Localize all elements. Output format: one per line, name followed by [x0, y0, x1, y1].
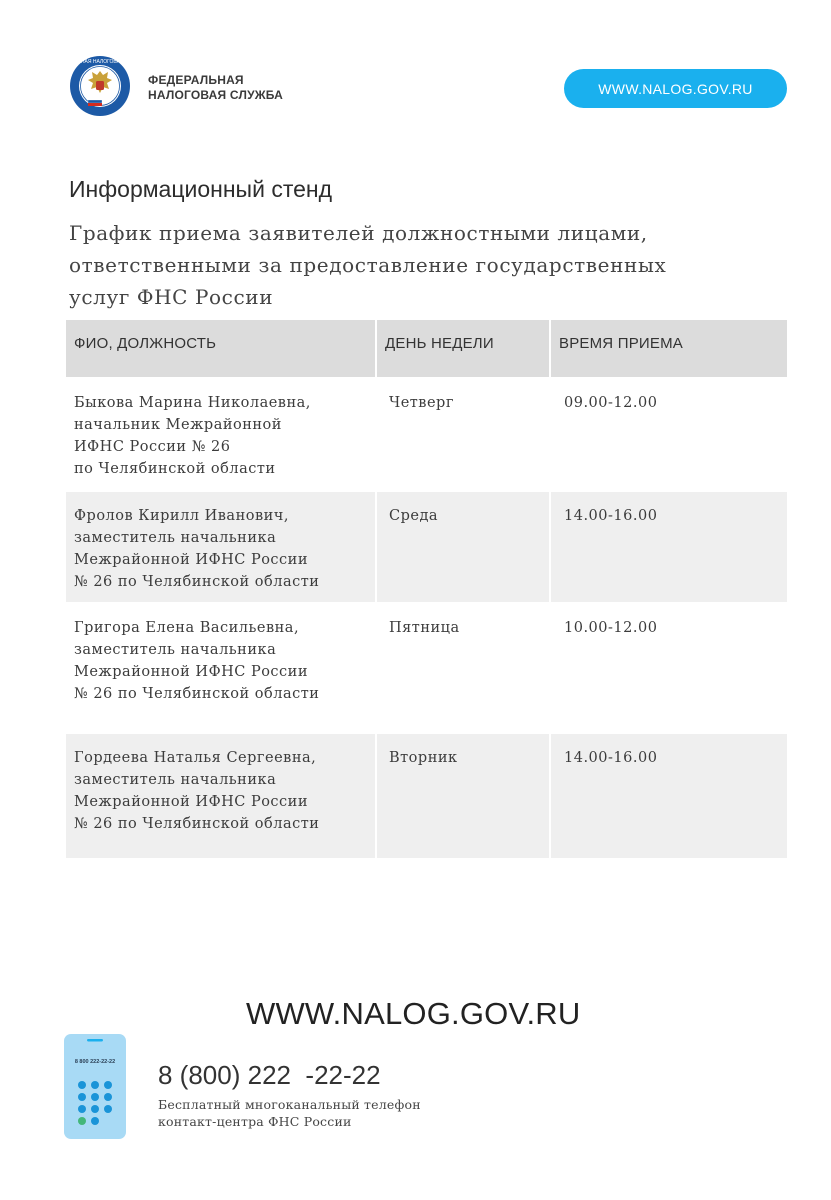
official-line: Межрайонной ИФНС России: [74, 552, 309, 568]
column-header-time: ВРЕМЯ ПРИЕМА: [551, 320, 787, 377]
page-subtitle: [69, 217, 769, 313]
table-row: [66, 734, 786, 858]
official-line: заместитель начальника: [74, 772, 277, 788]
official-line: № 26 по Челябинской области: [74, 686, 320, 702]
phone-icon-number: 8 800 222-22-22: [74, 1059, 116, 1065]
official-line: заместитель начальника: [74, 642, 277, 658]
page-title: Информационный стенд: [69, 176, 333, 202]
table-row: [66, 492, 786, 602]
footer-website-link[interactable]: WWW.NALOG.GOV.RU: [246, 996, 581, 1031]
hotline-description-line: контакт-центра ФНС России: [158, 1114, 352, 1129]
hotline-description-line: Бесплатный многоканальный телефон: [158, 1097, 421, 1112]
emblem-ring-text: ФЕДЕРАЛЬНАЯ НАЛОГОВАЯ СЛУЖБА: [54, 59, 146, 65]
official-line: Быкова Марина Николаевна,: [74, 395, 311, 411]
official-line: заместитель начальника: [74, 530, 277, 546]
subtitle-line: ответственными за предоставление государственных: [69, 253, 667, 277]
column-header-day: ДЕНЬ НЕДЕЛИ: [377, 320, 549, 377]
official-line: Гордеева Наталья Сергеевна,: [74, 750, 317, 766]
official-cell: [66, 604, 375, 732]
reception-schedule-table: [66, 320, 786, 860]
official-line: ИФНС России № 26: [74, 439, 231, 455]
official-line: № 26 по Челябинской области: [74, 574, 320, 590]
subtitle-line: График приема заявителей должностными лицами,: [69, 221, 648, 245]
official-line: Фролов Кирилл Иванович,: [74, 508, 289, 524]
agency-name: [148, 73, 283, 103]
agency-name-line2: НАЛОГОВАЯ СЛУЖБА: [148, 88, 284, 102]
phone-icon: [63, 1033, 127, 1140]
subtitle-line: услуг ФНС России: [69, 285, 274, 309]
table-row: [66, 604, 786, 732]
day-cell: Вторник: [377, 734, 549, 858]
day-cell: Пятница: [377, 604, 549, 732]
time-cell: 10.00-12.00: [551, 604, 787, 732]
official-line: Межрайонной ИФНС России: [74, 794, 309, 810]
day-cell: Среда: [377, 492, 549, 602]
agency-name-line1: ФЕДЕРАЛЬНАЯ: [148, 73, 244, 87]
time-cell: 14.00-16.00: [551, 492, 787, 602]
table-row: [66, 379, 786, 490]
fns-emblem-logo: [54, 55, 146, 117]
official-line: начальник Межрайонной: [74, 417, 282, 433]
official-cell: [66, 734, 375, 858]
website-button[interactable]: WWW.NALOG.GOV.RU: [564, 69, 787, 108]
official-line: Григора Елена Васильевна,: [74, 620, 300, 636]
official-line: Межрайонной ИФНС России: [74, 664, 309, 680]
table-header-row: [66, 320, 786, 377]
official-cell: [66, 379, 375, 490]
column-header-name: ФИО, ДОЛЖНОСТЬ: [66, 320, 375, 377]
time-cell: 09.00-12.00: [551, 379, 787, 490]
official-cell: [66, 492, 375, 602]
day-cell: Четверг: [377, 379, 549, 490]
hotline-phone-number[interactable]: 8 (800) 222 -22-22: [158, 1060, 381, 1090]
hotline-description: [158, 1096, 421, 1130]
time-cell: 14.00-16.00: [551, 734, 787, 858]
official-line: № 26 по Челябинской области: [74, 816, 320, 832]
official-line: по Челябинской области: [74, 461, 276, 477]
